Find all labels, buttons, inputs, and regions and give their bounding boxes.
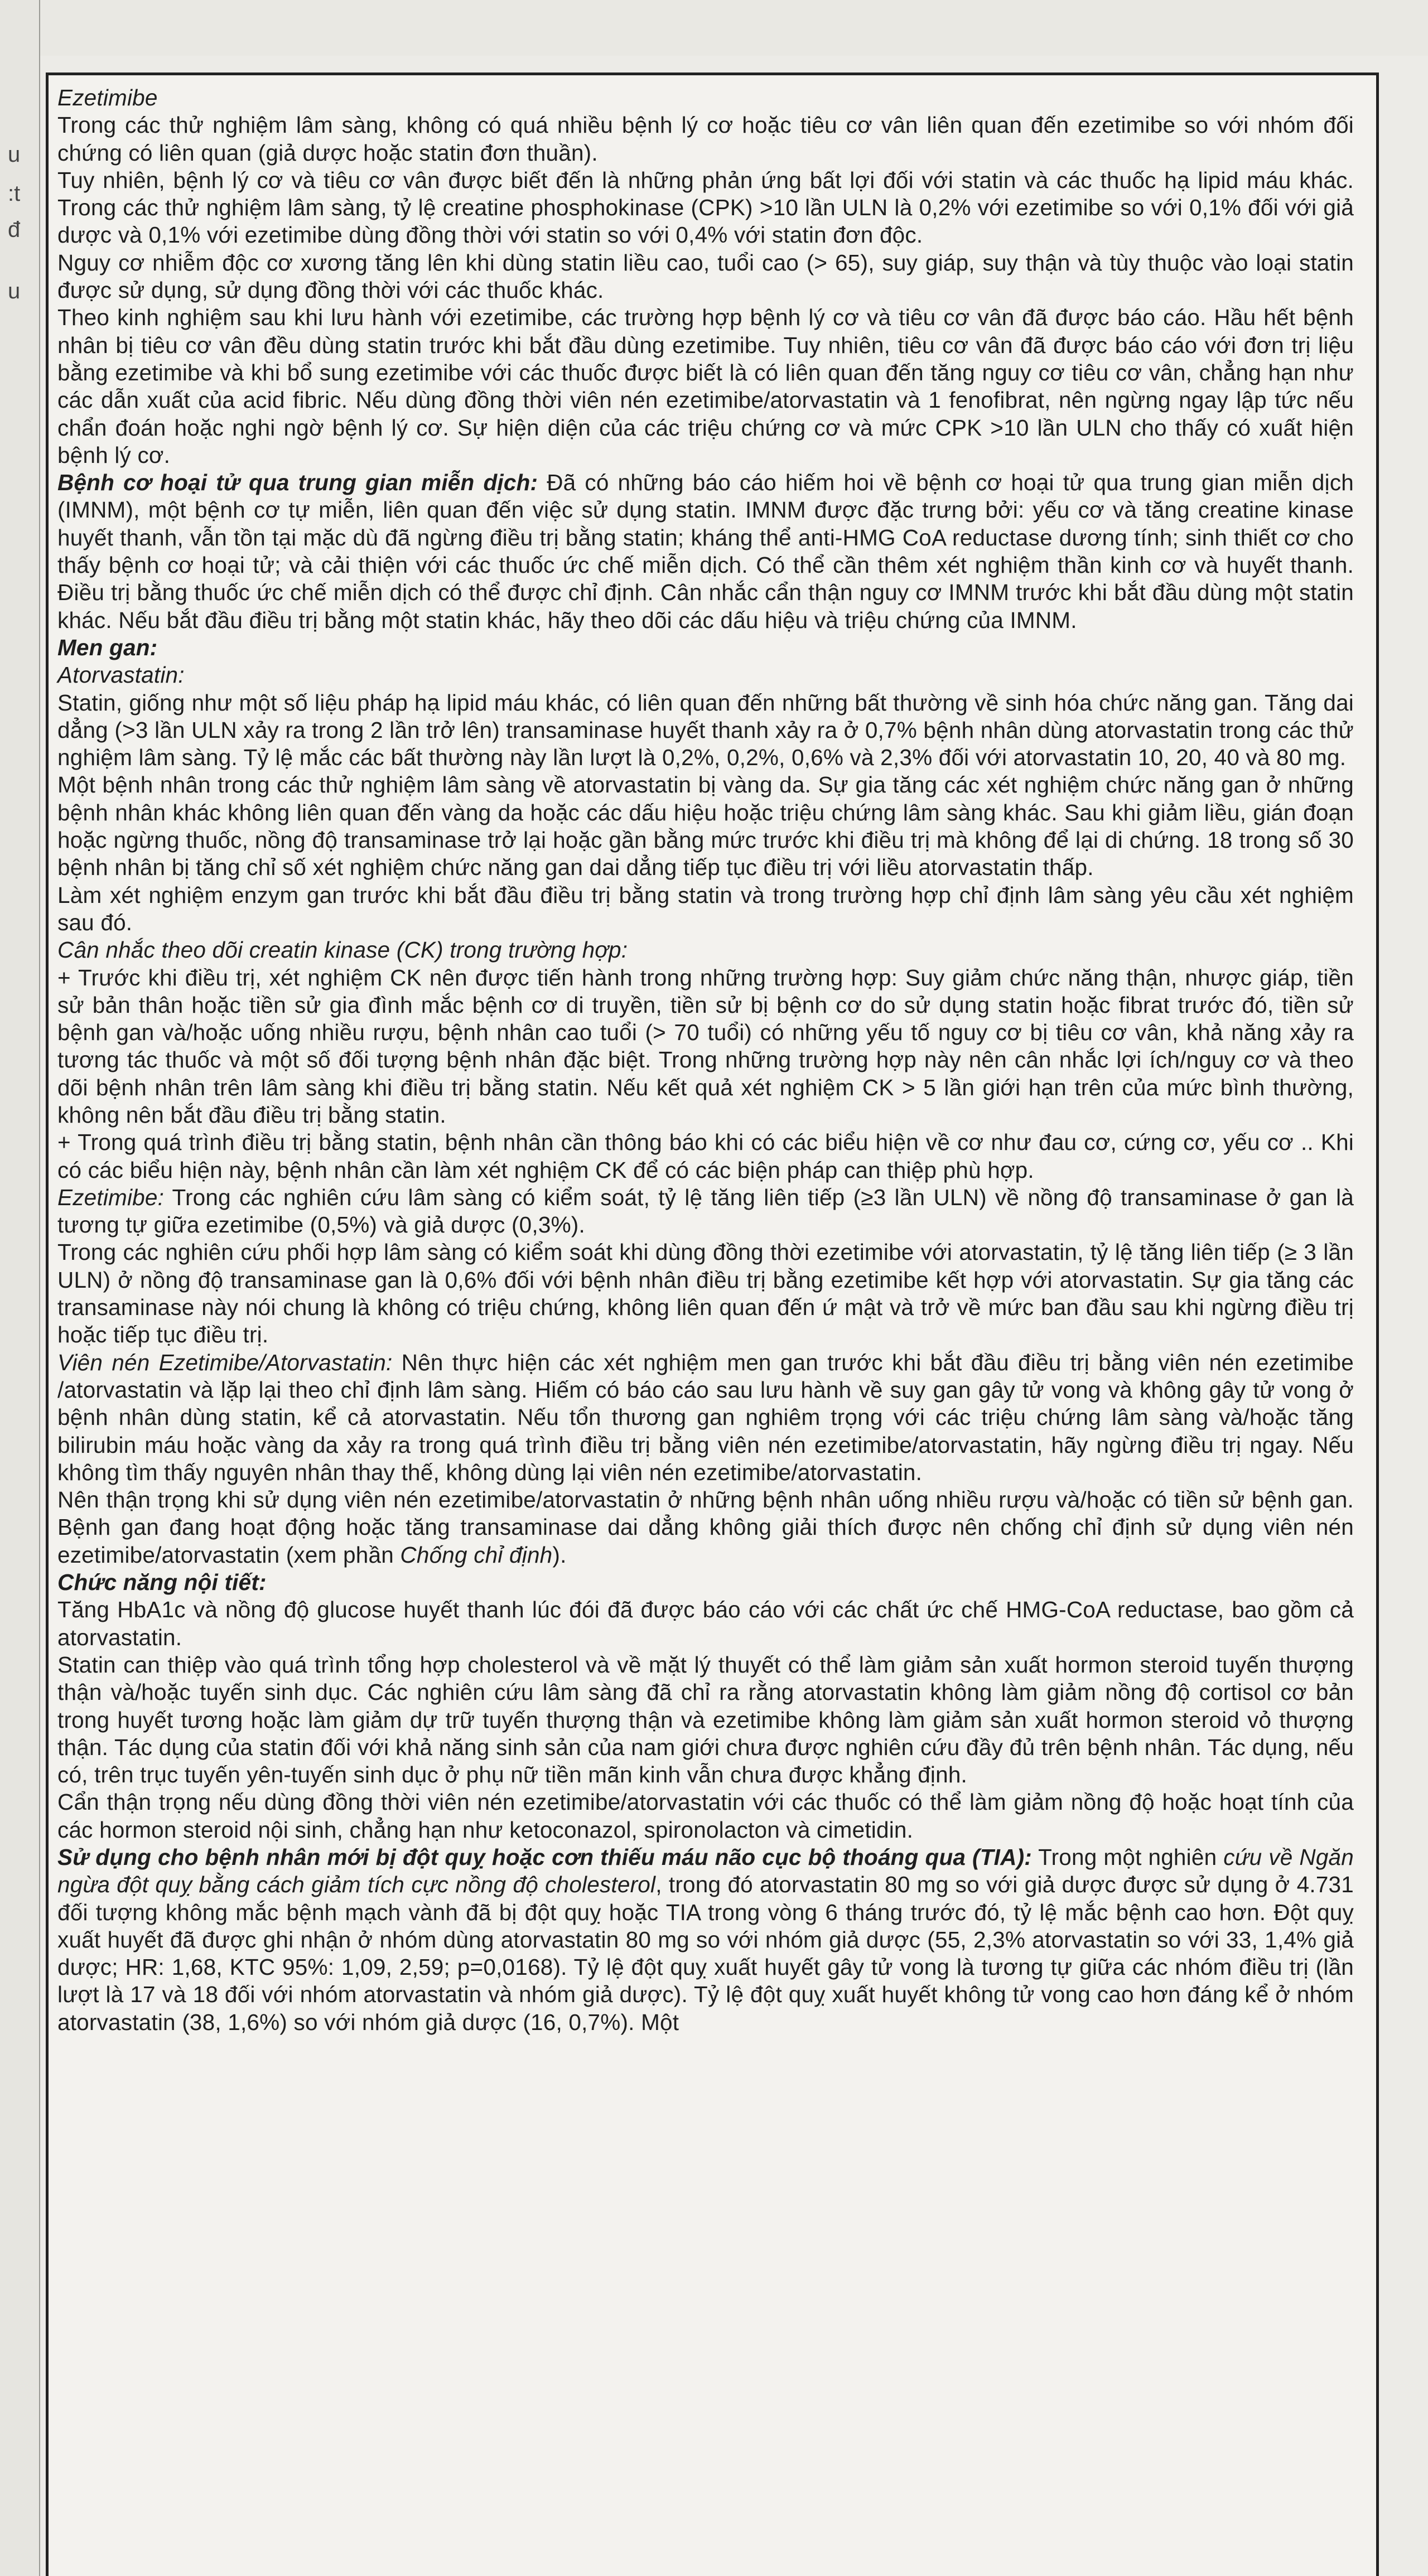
- text-run: Statin, giống như một số liệu pháp hạ lipid máu khác, có liên quan đến những bất thường về sinh hóa chức năng gan. Tăng dai dẳng (>3 lần ULN xảy ra trong 2 lần trở lên) transaminase huyết thanh xảy ra ở 0,7% bệnh nhân dùng atorvastatin trong các thử nghiệm lâm sàng. Tỷ lệ mắc các bất thường này lần lượt là 0,2%, 0,2%, 0,6% và 2,3% đối với atorvastatin 10, 20, 40 và 80 mg.: [57, 689, 1354, 771]
- text-run: Nên thực hiện các xét nghiệm men gan trước khi bắt đầu điều trị bằng viên nén ezetimibe /atorvastatin và lặp lại theo chỉ định lâm sàng. Hiếm có báo cáo sau lưu hành về suy gan gây tử vong và không gây tử vong ở bệnh nhân dùng statin, kể cả atorvastatin. Nếu tổn thương gan nghiêm trọng với các triệu chứng lâm sàng và/hoặc tăng bilirubin máu hoặc vàng da xảy ra trong quá trình điều trị bằng viên nén ezetimibe/atorvastatin, hãy ngừng điều trị ngay. Nếu không tìm thấy nguyên nhân thay thế, không dùng lại viên nén ezetimibe/atorvastatin.: [57, 1349, 1354, 1485]
- text-run: Men gan:: [57, 634, 158, 660]
- paragraph-p23: [57, 1844, 1354, 2036]
- text-run: Statin can thiệp vào quá trình tổng hợp cholesterol và về mặt lý thuyết có thể làm giảm sản xuất hormon steroid tuyến thượng thận và/hoặc tuyến sinh dục. Các nghiên cứu lâm sàng đã chỉ ra rằng atorvastatin không làm giảm nồng độ cortisol cơ bản trong huyết tương hoặc làm giảm dự trữ tuyến thượng thận và ezetimibe không làm giảm sản xuất hormon steroid vỏ thượng thận. Tác dụng của statin đối với khả năng sinh sản của nam giới chưa được nghiên cứu đầy đủ trên bệnh nhân. Tác dụng, nếu có, trên trục tuyến yên-tuyến sinh dục ở phụ nữ tiền mãn kinh vẫn chưa được khẳng định.: [57, 1651, 1354, 1788]
- paragraph-p09: [57, 689, 1354, 772]
- paragraph-p18: [57, 1486, 1354, 1569]
- paragraph-p04: [57, 249, 1354, 305]
- text-run: Sử dụng cho bệnh nhân mới bị đột quỵ hoặc cơn thiếu máu não cục bộ thoáng qua (TIA):: [57, 1844, 1032, 1870]
- paragraph-p14: [57, 1129, 1354, 1184]
- paragraph-p10: [57, 771, 1354, 881]
- paragraph-p01: [57, 84, 1354, 112]
- text-run: Tuy nhiên, bệnh lý cơ và tiêu cơ vân được biết đến là những phản ứng bất lợi đối với statin và các thuốc hạ lipid máu khác. Trong các thử nghiệm lâm sàng, tỷ lệ creatine phosphokinase (CPK) >10 lần ULN là 0,2% với ezetimibe so với 0,1% đối với giả dược và 0,1% với ezetimibe dùng đồng thời với statin so với 0,4% với statin đơn độc.: [57, 167, 1354, 248]
- paragraph-p06: [57, 469, 1354, 634]
- text-run: Làm xét nghiệm enzym gan trước khi bắt đầu điều trị bằng statin và trong trường hợp chỉ định lâm sàng yêu cầu xét nghiệm sau đó.: [57, 882, 1354, 935]
- text-run: Trong các nghiên cứu lâm sàng có kiểm soát, tỷ lệ tăng liên tiếp (≥3 lần ULN) về nồng độ transaminase ở gan là tương tự giữa ezetimibe (0,5%) và giả dược (0,3%).: [57, 1184, 1354, 1238]
- edge-mark: đ: [8, 218, 21, 242]
- paragraph-p07: [57, 634, 1354, 661]
- text-run: Nên thận trọng khi sử dụng viên nén ezetimibe/atorvastatin ở những bệnh nhân uống nhiều rượu và/hoặc có tiền sử bệnh gan. Bệnh gan đang hoạt động hoặc tăng transaminase dai dẳng không giải thích được nên chống chỉ định sử dụng viên nén ezetimibe/atorvastatin (xem phần: [57, 1487, 1354, 1568]
- paragraph-p12: [57, 936, 1354, 964]
- paragraph-p08: [57, 661, 1354, 689]
- text-run: + Trong quá trình điều trị bằng statin, bệnh nhân cần thông báo khi có các biểu hiện về cơ như đau cơ, cứng cơ, yếu cơ .. Khi có các biểu hiện này, bệnh nhân cần làm xét nghiệm CK để có các biện pháp can thiệp phù hợp.: [57, 1129, 1354, 1183]
- text-run: Theo kinh nghiệm sau khi lưu hành với ezetimibe, các trường hợp bệnh lý cơ và tiêu cơ vân đã được báo cáo. Hầu hết bệnh nhân bị tiêu cơ vân đều dùng statin trước khi bắt đầu dùng ezetimibe. Tuy nhiên, tiêu cơ vân đã được báo cáo với đơn trị liệu bằng ezetimibe và khi bổ sung ezetimibe với các thuốc được biết là có liên quan đến tăng nguy cơ tiêu cơ vân, chẳng hạn như các dẫn xuất của acid fibric. Nếu dùng đồng thời viên nén ezetimibe/atorvastatin và 1 fenofibrat, nên ngừng ngay lập tức nếu chẩn đoán hoặc nghi ngờ bệnh lý cơ. Sự hiện diện của các triệu chứng cơ và mức CPK >10 lần ULN cho thấy có xuất hiện bệnh lý cơ.: [57, 305, 1354, 468]
- text-run: Đã có những báo cáo hiếm hoi về bệnh cơ hoại tử qua trung gian miễn dịch (IMNM), một bệnh cơ tự miễn, liên quan đến việc sử dụng statin. IMNM được đặc trưng bởi: yếu cơ và tăng creatine kinase huyết thanh, vẫn tồn tại mặc dù đã ngừng điều trị bằng statin; kháng thể anti-HMG CoA reductase dương tính; sinh thiết cơ cho thấy bệnh cơ hoại tử; và cải thiện với các thuốc ức chế miễn dịch. Có thể cần thêm xét nghiệm thần kinh cơ và huyết thanh. Điều trị bằng thuốc ức chế miễn dịch có thể được chỉ định. Cân nhắc cẩn thận nguy cơ IMNM trước khi bắt đầu dùng một statin khác. Nếu bắt đầu điều trị bằng một statin khác, hãy theo dõi các dấu hiệu và triệu chứng của IMNM.: [57, 470, 1354, 633]
- paragraph-p13: [57, 964, 1354, 1129]
- text-run: Nguy cơ nhiễm độc cơ xương tăng lên khi dùng statin liều cao, tuổi cao (> 65), suy giáp, suy thận và tùy thuộc vào loại statin được sử dụng, sử dụng đồng thời với các thuốc khác.: [57, 249, 1354, 303]
- text-run: ).: [552, 1541, 567, 1568]
- paragraph-p19: [57, 1569, 1354, 1596]
- paragraph-p17: [57, 1349, 1354, 1486]
- text-run: Bệnh cơ hoại tử qua trung gian miễn dịch:: [57, 470, 538, 496]
- paragraph-p22: [57, 1789, 1354, 1844]
- edge-mark: :t: [8, 181, 21, 206]
- background-page-left-edge: [0, 0, 40, 2576]
- text-run: Chức năng nội tiết:: [57, 1569, 267, 1596]
- text-run: Trong các nghiên cứu phối hợp lâm sàng có kiểm soát khi dùng đồng thời ezetimibe với atorvastatin, tỷ lệ tăng liên tiếp (≥ 3 lần ULN) ở nồng độ transaminase gan là 0,6% đối với bệnh nhân điều trị bằng ezetimibe kết hợp với atorvastatin. Sự gia tăng các transaminase này nói chung là không có triệu chứng, không liên quan đến ứ mật và trở về mức ban đầu sau khi ngừng điều trị hoặc tiếp tục điều trị.: [57, 1239, 1354, 1348]
- text-run: Ezetimibe:: [57, 1184, 165, 1210]
- paragraph-p05: [57, 304, 1354, 469]
- text-run: Viên nén Ezetimibe/Atorvastatin:: [57, 1349, 393, 1375]
- document-text-panel: [46, 73, 1379, 2576]
- text-run: Chống chỉ định: [400, 1541, 553, 1568]
- text-run: Tăng HbA1c và nồng độ glucose huyết thanh lúc đói đã được báo cáo với các chất ức chế HMG-CoA reductase, bao gồm cả atorvastatin.: [57, 1597, 1354, 1650]
- edge-mark: u: [8, 142, 21, 167]
- text-run: Atorvastatin:: [57, 662, 185, 688]
- paragraph-p21: [57, 1651, 1354, 1789]
- text-run: Trong các thử nghiệm lâm sàng, không có quá nhiều bệnh lý cơ hoặc tiêu cơ vân liên quan đến ezetimibe so với nhóm đối chứng có liên quan (giả dược hoặc statin đơn thuần).: [57, 112, 1354, 166]
- paragraph-p15: [57, 1184, 1354, 1239]
- paragraph-p16: [57, 1239, 1354, 1349]
- edge-mark: u: [8, 279, 21, 303]
- text-run: Ezetimibe: [57, 85, 158, 110]
- paragraph-p02: [57, 112, 1354, 167]
- text-run: Cân nhắc theo dõi creatin kinase (CK) trong trường hợp:: [57, 937, 628, 963]
- background-page-top: [39, 0, 1428, 56]
- text-run: + Trước khi điều trị, xét nghiệm CK nên được tiến hành trong những trường hợp: Suy giảm chức năng thận, nhược giáp, tiền sử bản thân hoặc tiền sử gia đình mắc bệnh cơ di truyền, tiền sử bị bệnh cơ do sử dụng statin hoặc fibrat trước đó, tiền sử bệnh gan và/hoặc uống nhiều rượu, bệnh nhân cao tuổi (> 70 tuổi) có những yếu tố nguy cơ bị tiêu cơ vân, khả năng xảy ra tương tác thuốc và một số đối tượng bệnh nhân đặc biệt. Trong những trường hợp này nên cân nhắc lợi ích/nguy cơ và theo dõi bệnh nhân trên lâm sàng khi điều trị bằng statin. Nếu kết quả xét nghiệm CK > 5 lần giới hạn trên của mức bình thường, không nên bắt đầu điều trị bằng statin.: [57, 964, 1354, 1128]
- text-run: cứu về Ngăn ngừa đột quỵ bằng cách giảm tích cực nồng độ cholesterol: [57, 1844, 1354, 1898]
- text-run: Một bệnh nhân trong các thử nghiệm lâm sàng về atorvastatin bị vàng da. Sự gia tăng các xét nghiệm chức năng gan ở những bệnh nhân khác không liên quan đến vàng da hoặc các dấu hiệu hoặc triệu chứng lâm sàng khác. Sau khi giảm liều, gián đoạn hoặc ngừng thuốc, nồng độ transaminase trở lại hoặc gần bằng mức trước khi điều trị mà không để lại di chứng. 18 trong số 30 bệnh nhân bị tăng chỉ số xét nghiệm chức năng gan dai dẳng tiếp tục điều trị với liều atorvastatin thấp.: [57, 772, 1354, 881]
- paragraph-p20: [57, 1596, 1354, 1651]
- text-run: Cẩn thận trọng nếu dùng đồng thời viên nén ezetimibe/atorvastatin với các thuốc có thể làm giảm nồng độ hoặc hoạt tính của các hormon steroid nội sinh, chẳng hạn như ketoconazol, spironolacton và cimetidin.: [57, 1789, 1354, 1843]
- text-run: , trong đó atorvastatin 80 mg so với giả dược được sử dụng ở 4.731 đối tượng không mắc bệnh mạch vành đã bị đột quỵ hoặc TIA trong vòng 6 tháng trước đó, tỷ lệ mắc bệnh cao hơn. Đột quỵ xuất huyết đã được ghi nhận ở nhóm dùng atorvastatin 80 mg so với nhóm giả dược (55, 2,3% atorvastatin so với 33, 1,4% giả dược; HR: 1,68, KTC 95%: 1,09, 2,59; p=0,0168). Tỷ lệ đột quỵ xuất huyết gây tử vong là tương tự giữa các nhóm điều trị (lần lượt là 17 và 18 đối với nhóm atorvastatin và nhóm giả dược). Tỷ lệ đột quỵ xuất huyết không tử vong cao hơn đáng kể ở nhóm atorvastatin (38, 1,6%) so với nhóm giả dược (16, 0,7%). Một: [57, 1872, 1354, 2035]
- paragraph-p03: [57, 167, 1354, 249]
- paragraph-p11: [57, 882, 1354, 937]
- text-run: Trong một nghiên: [1031, 1844, 1224, 1870]
